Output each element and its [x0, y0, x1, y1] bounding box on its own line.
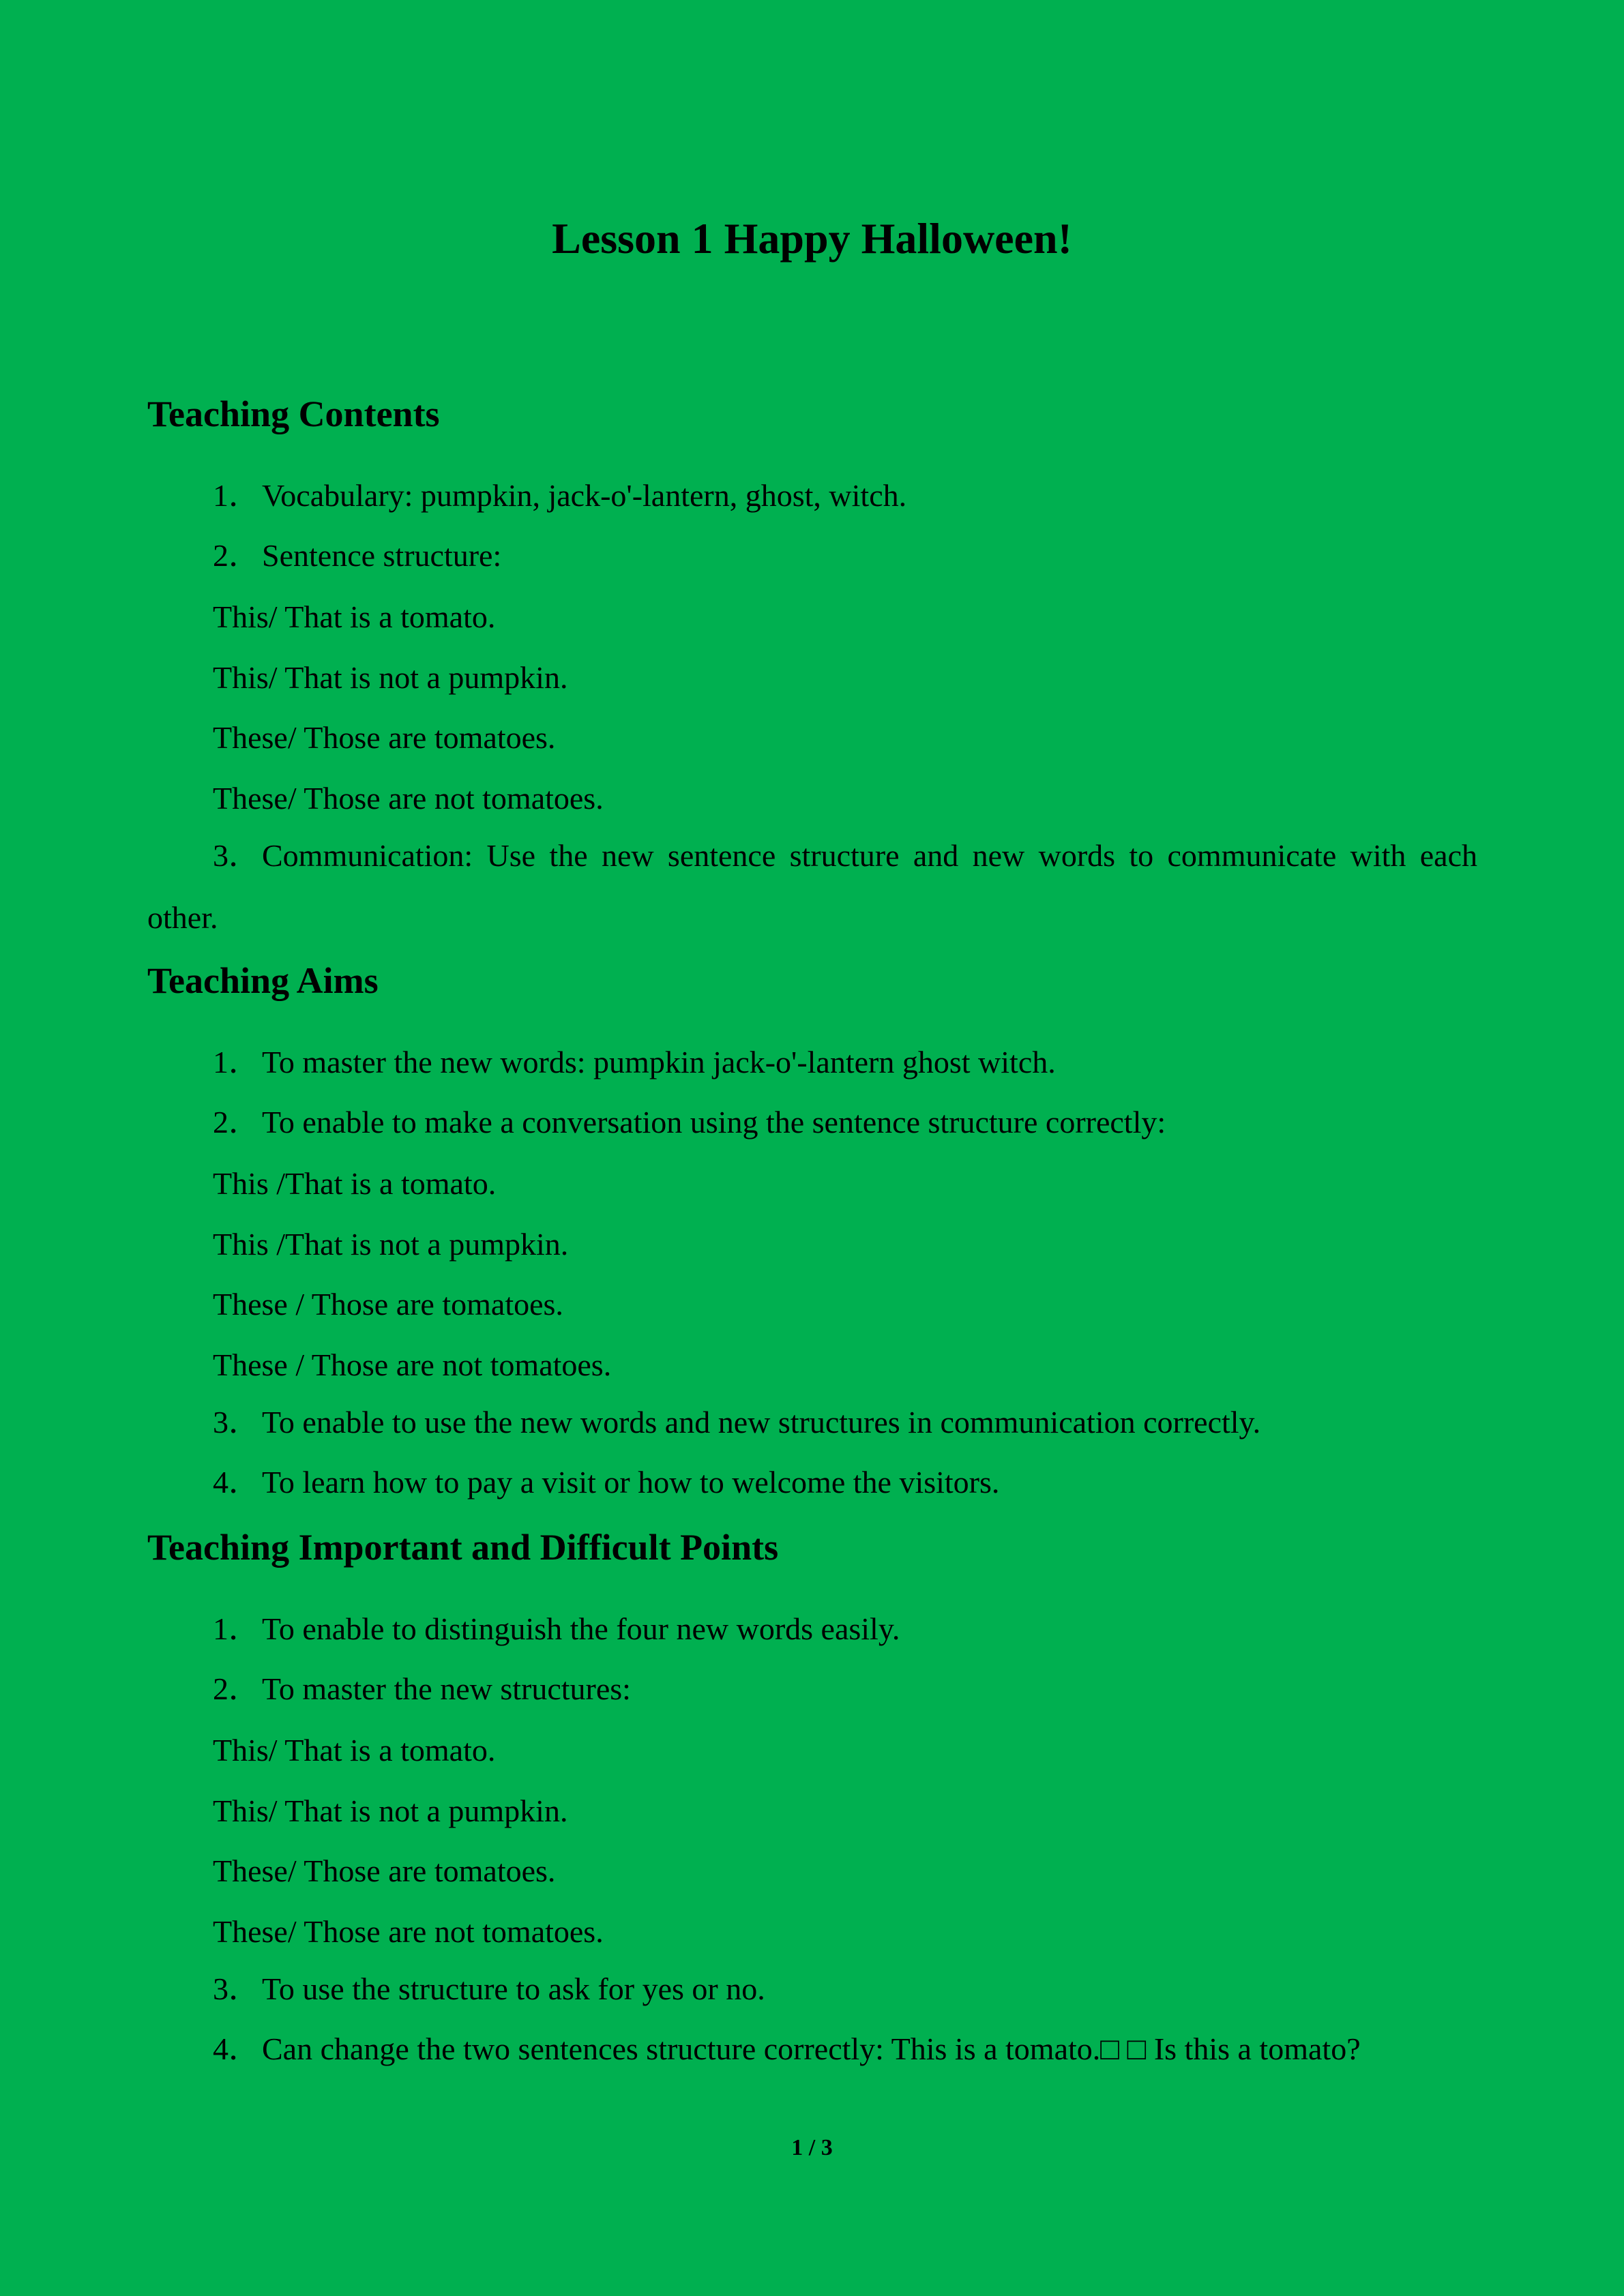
sentence-line: This /That is not a pumpkin. [213, 1227, 569, 1262]
list-item-text: Vocabulary: pumpkin, jack-o'-lantern, ghost, witch. [262, 478, 907, 513]
list-item-text: To master the new words: pumpkin jack-o'-lantern ghost witch. [262, 1045, 1056, 1079]
list-item [213, 535, 501, 576]
page-title: Lesson 1 Happy Halloween! [552, 214, 1072, 263]
list-item [213, 1402, 1260, 1443]
list-number: 2． [213, 1105, 260, 1139]
list-item-text: Sentence structure: [262, 538, 502, 573]
sentence-line: This/ That is a tomato. [213, 599, 496, 634]
list-item-text: To use the structure to ask for yes or no. [262, 1971, 765, 2006]
sentence-line: These / Those are not tomatoes. [213, 1347, 612, 1382]
list-number: 1． [213, 1045, 260, 1079]
list-item [213, 835, 1477, 876]
list-number: 4． [213, 2031, 260, 2066]
sentence-line: These/ Those are not tomatoes. [213, 781, 604, 816]
section-heading-important-difficult-points: Teaching Important and Difficult Points [147, 1527, 779, 1568]
list-item [213, 1609, 900, 1650]
section-heading-teaching-aims: Teaching Aims [147, 960, 379, 1001]
list-item-text: To enable to distinguish the four new words easily. [262, 1611, 900, 1646]
sentence-line: These/ Those are not tomatoes. [213, 1914, 604, 1949]
sentence-line: These/ Those are tomatoes. [213, 720, 556, 755]
list-number: 1． [213, 1611, 260, 1646]
sentence-line: This/ That is a tomato. [213, 1733, 496, 1768]
list-item [213, 1042, 1056, 1083]
sentence-line: This/ That is not a pumpkin. [213, 660, 568, 695]
section-heading-teaching-contents: Teaching Contents [147, 393, 440, 434]
list-item-text: To learn how to pay a visit or how to welcome the visitors. [262, 1465, 1000, 1500]
list-number: 2． [213, 538, 260, 573]
sentence-line: This/ That is not a pumpkin. [213, 1793, 568, 1828]
list-number: 3． [213, 838, 260, 873]
list-number: 4． [213, 1465, 260, 1500]
list-number: 1． [213, 478, 260, 513]
page-number: 1 / 3 [791, 2135, 833, 2160]
list-item [213, 475, 906, 516]
list-item [213, 2029, 1361, 2070]
list-item [213, 1102, 1166, 1143]
list-item-continuation: other. [147, 900, 218, 935]
list-item [213, 1462, 999, 1503]
list-number: 3． [213, 1405, 260, 1440]
list-item [213, 1669, 631, 1710]
list-item-text: To enable to use the new words and new structures in communication correctly. [262, 1405, 1261, 1440]
sentence-line: These / Those are tomatoes. [213, 1287, 563, 1322]
list-item-text: To master the new structures: [262, 1671, 631, 1706]
list-item-text: Can change the two sentences structure correctly: This is a tomato.□ □ Is this a tomato? [262, 2031, 1361, 2066]
list-number: 2． [213, 1671, 260, 1706]
list-item [213, 1969, 765, 2010]
list-number: 3． [213, 1971, 260, 2006]
list-item-text: Communication: Use the new sentence structure and new words to communicate with each [262, 838, 1477, 873]
list-item-text: To enable to make a conversation using the sentence structure correctly: [262, 1105, 1166, 1139]
sentence-line: This /That is a tomato. [213, 1166, 497, 1201]
sentence-line: These/ Those are tomatoes. [213, 1853, 556, 1888]
